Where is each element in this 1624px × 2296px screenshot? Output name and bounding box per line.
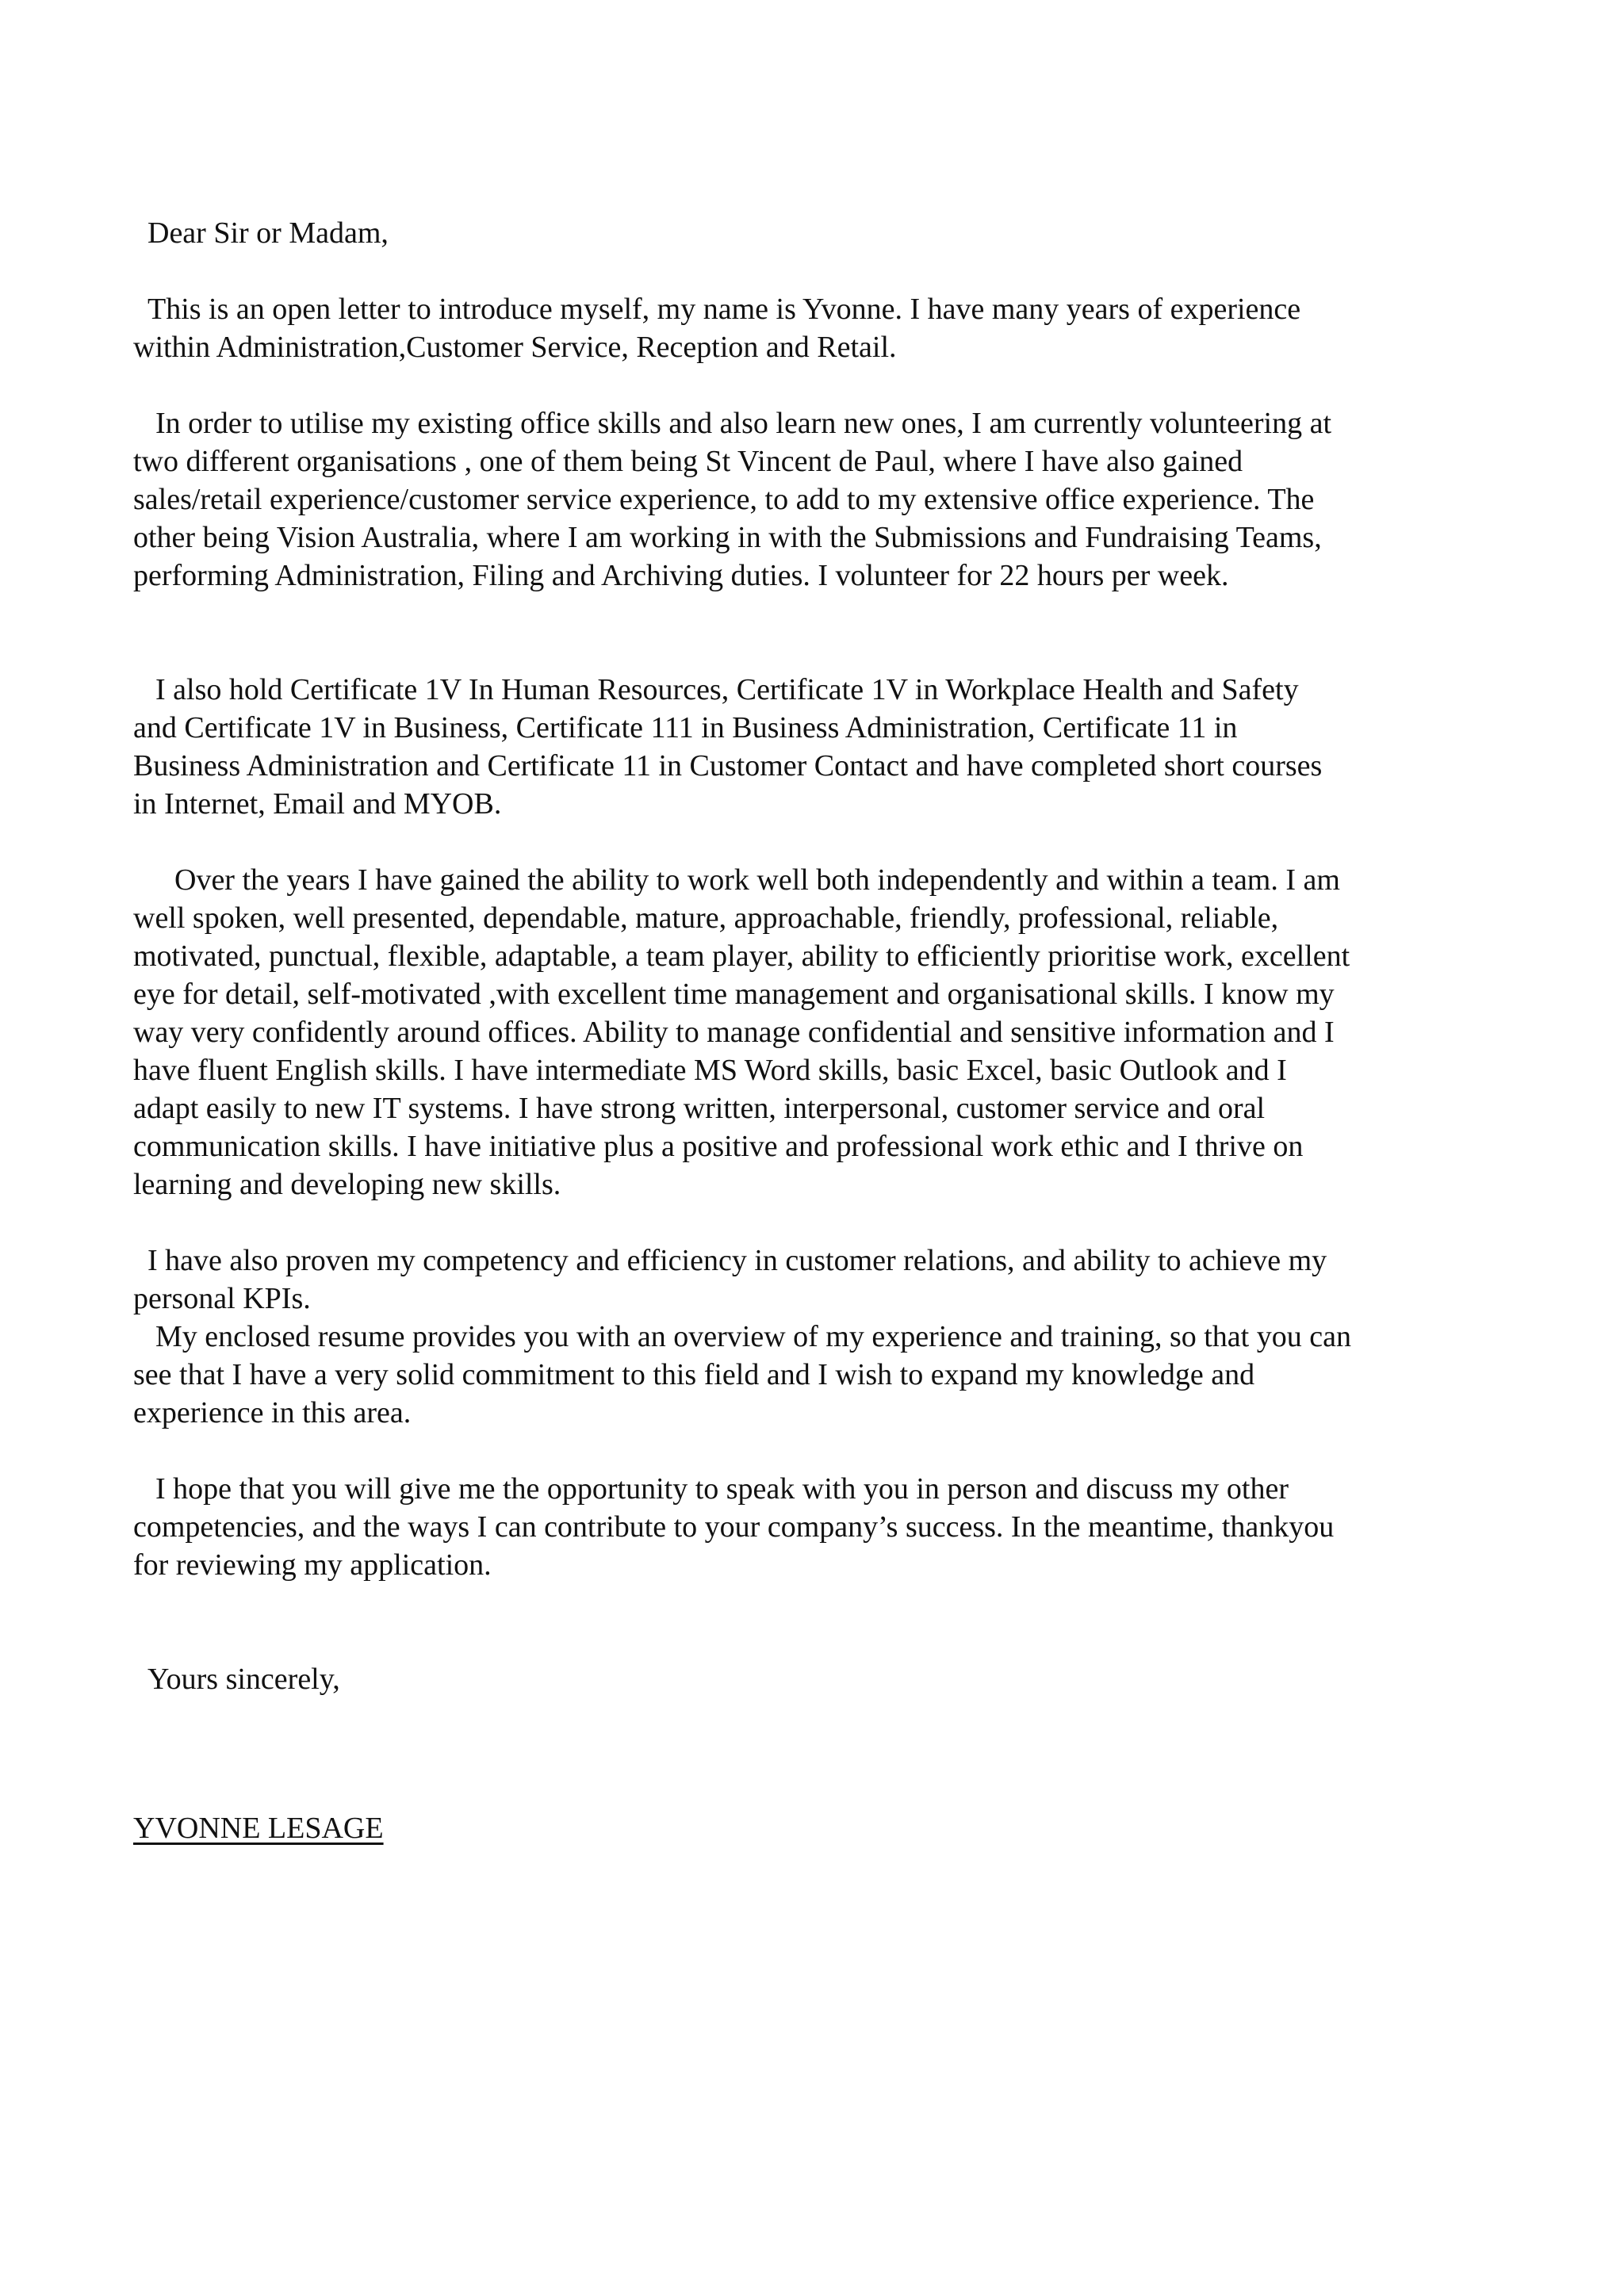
salutation-line: Dear Sir or Madam, [147, 216, 389, 250]
paragraph-line: eye for detail, self-motivated ,with excellent time management and organisational skills. I know my [133, 978, 1335, 1011]
closing-line: Yours sincerely, [147, 1663, 340, 1696]
paragraph-line: other being Vision Australia, where I am working in with the Submissions and Fundraising Teams, [133, 521, 1322, 554]
paragraph-line: communication skills. I have initiative plus a positive and professional work ethic and I thrive on [133, 1130, 1304, 1163]
paragraph-competency [133, 1242, 1473, 1318]
paragraph-line: in Internet, Email and MYOB. [133, 787, 502, 821]
paragraph-line: adapt easily to new IT systems. I have strong written, interpersonal, customer service and oral [133, 1092, 1266, 1125]
paragraph-line: My enclosed resume provides you with an overview of my experience and training, so that you can [155, 1320, 1351, 1353]
paragraph-line: Business Administration and Certificate 11 in Customer Contact and have completed short courses [133, 749, 1323, 783]
paragraph-line: I have also proven my competency and efficiency in customer relations, and ability to achieve my [147, 1244, 1327, 1277]
paragraph-volunteering [133, 404, 1473, 595]
paragraph-skills [133, 861, 1473, 1203]
paragraph-line: sales/retail experience/customer service experience, to add to my extensive office experience. The [133, 483, 1315, 516]
closing [147, 1660, 1473, 1698]
paragraph-certificates [133, 671, 1473, 823]
paragraph-intro [133, 290, 1473, 366]
paragraph-resume [133, 1318, 1473, 1432]
paragraph-line: experience in this area. [133, 1396, 412, 1429]
paragraph-line: motivated, punctual, flexible, adaptable, a team player, ability to efficiently prioritise work, excellent [133, 939, 1350, 973]
paragraph-line: and Certificate 1V in Business, Certificate 111 in Business Administration, Certificate 11 in [133, 711, 1238, 744]
paragraph-line: Over the years I have gained the ability to work well both independently and within a team. I am [174, 863, 1340, 897]
paragraph-line: two different organisations , one of them being St Vincent de Paul, where I have also gained [133, 445, 1243, 478]
paragraph-line: within Administration,Customer Service, Reception and Retail. [133, 331, 897, 364]
paragraph-closing-request [133, 1470, 1473, 1584]
paragraph-line: for reviewing my application. [133, 1548, 492, 1582]
paragraph-line: have fluent English skills. I have intermediate MS Word skills, basic Excel, basic Outlook and I [133, 1054, 1287, 1087]
paragraph-line: This is an open letter to introduce myself, my name is Yvonne. I have many years of experience [147, 293, 1301, 326]
paragraph-line: see that I have a very solid commitment to this field and I wish to expand my knowledge and [133, 1358, 1255, 1391]
paragraph-line: personal KPIs. [133, 1282, 311, 1315]
paragraph-line: I also hold Certificate 1V In Human Resources, Certificate 1V in Workplace Health and Safety [155, 673, 1299, 706]
paragraph-line: learning and developing new skills. [133, 1168, 561, 1201]
paragraph-line: competencies, and the ways I can contribute to your company’s success. In the meantime, thankyou [133, 1510, 1335, 1544]
signature-name: YVONNE LESAGE [133, 1812, 384, 1845]
salutation [147, 214, 1473, 252]
paragraph-line: way very confidently around offices. Ability to manage confidential and sensitive information and I [133, 1016, 1335, 1049]
paragraph-line: In order to utilise my existing office skills and also learn new ones, I am currently volunteering at [155, 407, 1332, 440]
paragraph-line: I hope that you will give me the opportunity to speak with you in person and discuss my other [155, 1472, 1289, 1506]
paragraph-line: well spoken, well presented, dependable, mature, approachable, friendly, professional, reliable, [133, 901, 1279, 935]
paragraph-line: performing Administration, Filing and Archiving duties. I volunteer for 22 hours per week. [133, 559, 1229, 592]
letter-body [133, 214, 1473, 1698]
